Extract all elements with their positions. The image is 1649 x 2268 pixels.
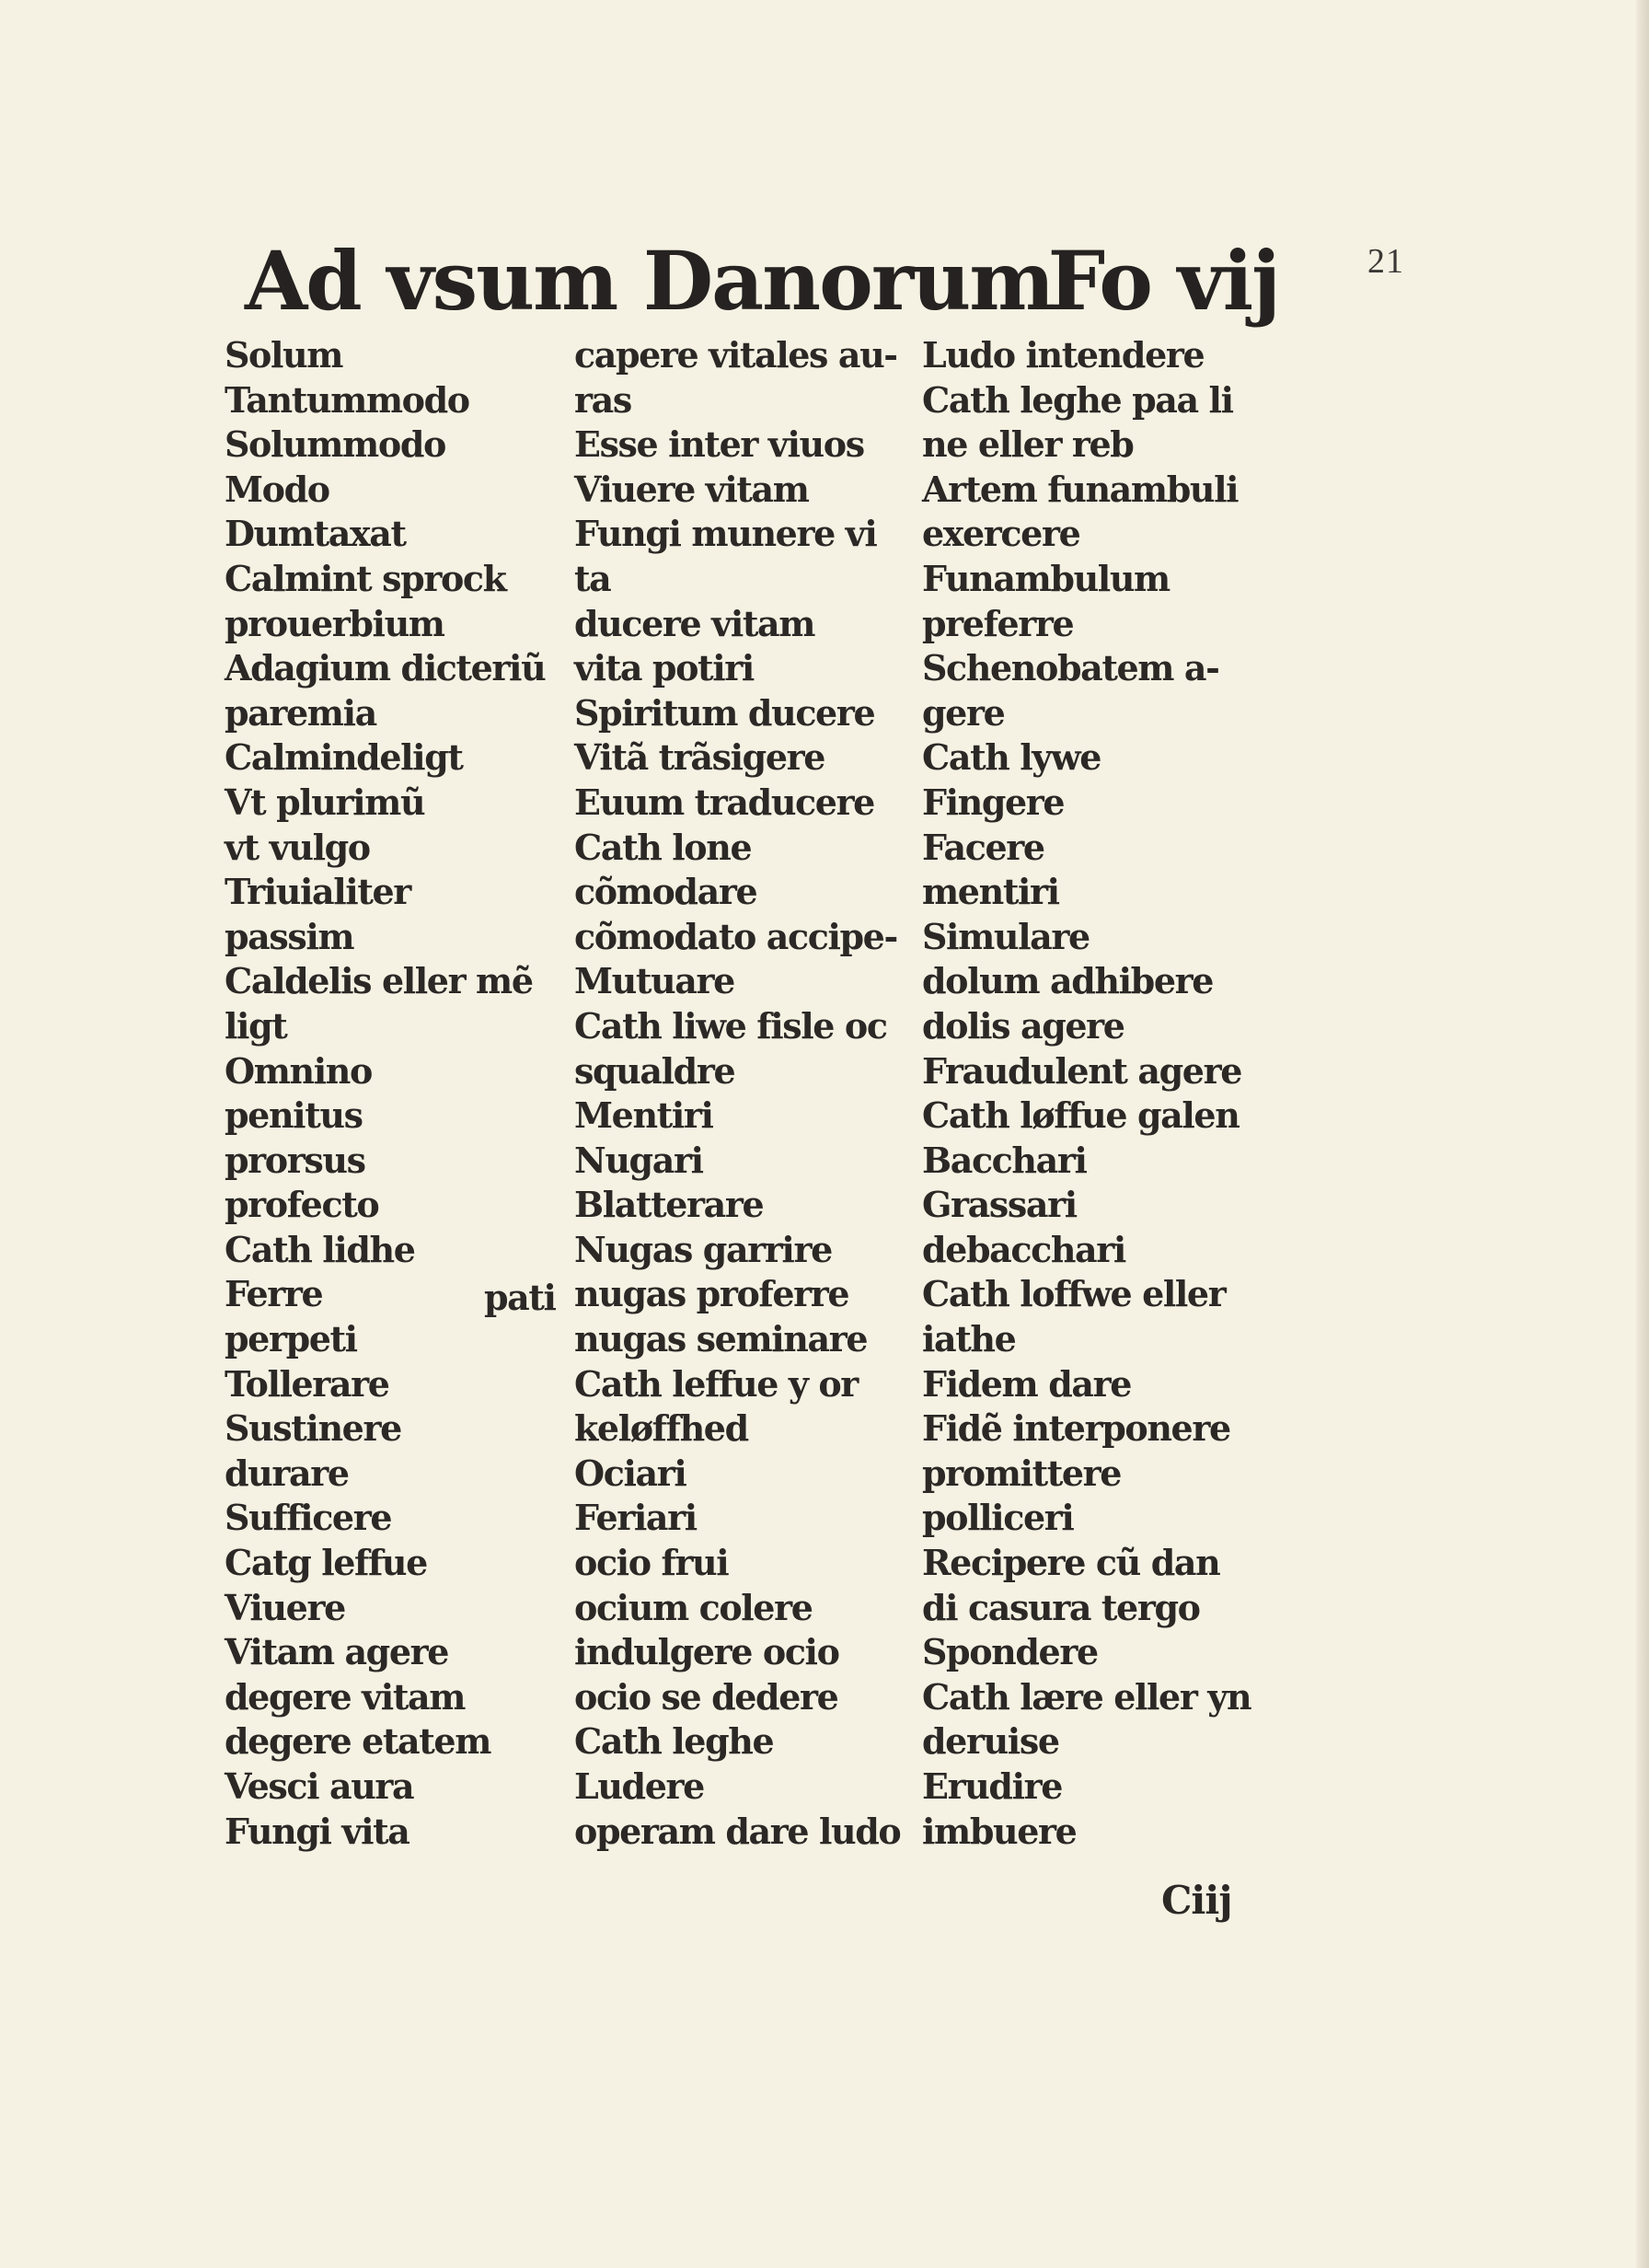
text-line: Calmindeligt (225, 736, 463, 779)
text-line: Cath leghe paa li (922, 378, 1233, 421)
text-line: preferre (922, 602, 1074, 644)
text-line: Catg leffue (225, 1542, 427, 1584)
text-line: promittere (922, 1452, 1122, 1494)
text-line: Vitam agere (225, 1631, 449, 1673)
text-line: profecto (225, 1184, 379, 1226)
text-line: Modo (225, 468, 329, 510)
text-line: debacchari (922, 1228, 1125, 1270)
text-line: Simulare (922, 915, 1090, 957)
text-line: Adagium dicteriũ (225, 647, 546, 689)
text-line: Triuialiter (225, 871, 410, 913)
text-line: Fraudulent agere (922, 1049, 1241, 1092)
page-edge (1636, 0, 1649, 2268)
text-line: Tantummodo (225, 378, 469, 421)
text-line: Ludere (574, 1765, 704, 1807)
text-line: Vt plurimũ (225, 781, 425, 823)
text-line: Mentiri (574, 1094, 713, 1137)
text-line: Solum (225, 334, 343, 376)
text-line: passim (225, 915, 354, 957)
text-line: degere etatem (225, 1720, 491, 1763)
text-line: Euum traducere (574, 781, 874, 823)
text-line: capere vitales au- (574, 334, 897, 376)
text-line: nugas proferre (574, 1273, 849, 1315)
text-line: ocium colere (574, 1586, 813, 1628)
text-line: di casura tergo (922, 1586, 1200, 1628)
text-line: Omnino (225, 1049, 372, 1092)
text-line: Cath lidhe (225, 1228, 415, 1270)
text-line: ocio frui (574, 1542, 729, 1584)
text-line: Funambulum (922, 557, 1170, 599)
text-line: Viuere vitam (574, 468, 809, 510)
text-line: mentiri (922, 871, 1059, 913)
marginal-word: pati (484, 1277, 556, 1318)
text-line: ne eller reb (922, 423, 1134, 466)
text-line: durare (225, 1452, 349, 1494)
text-line: Fingere (922, 781, 1065, 823)
text-line: squaldre (574, 1049, 735, 1092)
text-line: Ociari (574, 1452, 686, 1494)
text-line: Spondere (922, 1631, 1098, 1673)
text-line: polliceri (922, 1497, 1074, 1539)
text-line: Dumtaxat (225, 513, 406, 555)
text-line: Blatterare (574, 1184, 764, 1226)
text-line: ocio se dedere (574, 1675, 838, 1718)
text-line: ducere vitam (574, 602, 815, 644)
text-line: Cath løffue galen (922, 1094, 1240, 1137)
text-line: vita potiri (574, 647, 754, 689)
text-line: Grassari (922, 1184, 1077, 1226)
text-line: vt vulgo (225, 826, 370, 868)
running-head-title: Ad vsum Danorum (245, 233, 1054, 329)
text-line: Caldelis eller mẽ (225, 960, 533, 1002)
text-line: Mutuare (574, 960, 734, 1002)
text-line: paremia (225, 691, 376, 734)
text-line: Feriari (574, 1497, 697, 1539)
text-line: cõmodato accipe- (574, 915, 897, 957)
text-line: Fidem dare (922, 1362, 1131, 1405)
text-line: Cath lone (574, 826, 752, 868)
text-line: Nugas garrire (574, 1228, 832, 1270)
text-column-1 (225, 333, 578, 1854)
text-line: Schenobatem a- (922, 647, 1219, 689)
running-head (245, 230, 1279, 331)
text-line: degere vitam (225, 1675, 466, 1718)
text-line: Tollerare (225, 1362, 389, 1405)
text-line: penitus (225, 1094, 363, 1137)
text-line: ta (574, 557, 611, 599)
text-line: Cath liwe fisle oc (574, 1004, 887, 1047)
text-line: Ferre (225, 1273, 323, 1315)
text-line: cõmodare (574, 871, 757, 913)
text-line: Nugari (574, 1139, 703, 1181)
text-line: exercere (922, 513, 1080, 555)
text-line: Ludo intendere (922, 334, 1205, 376)
text-line: prorsus (225, 1139, 365, 1181)
text-column-2 (574, 333, 933, 1854)
text-line: Cath leghe (574, 1720, 774, 1763)
text-line: gere (922, 691, 1005, 734)
text-line: Cath leffue y or (574, 1362, 858, 1405)
text-line: perpeti (225, 1318, 357, 1360)
page-number: 21 (1367, 242, 1404, 281)
text-line: Fungi vita (225, 1810, 409, 1852)
text-line: Sufficere (225, 1497, 392, 1539)
folio-number: Fo vij (1047, 233, 1279, 329)
text-line: prouerbium (225, 602, 444, 644)
text-line: deruise (922, 1720, 1059, 1763)
text-line: Solummodo (225, 423, 445, 466)
text-line: Viuere (225, 1586, 345, 1628)
text-line: Vitã trãsigere (574, 736, 825, 779)
text-line: dolum adhibere (922, 960, 1214, 1002)
text-line: ligt (225, 1004, 287, 1047)
text-line: Sustinere (225, 1407, 401, 1450)
text-line: indulgere ocio (574, 1631, 839, 1673)
text-line: nugas seminare (574, 1318, 868, 1360)
text-line: Cath loffwe eller (922, 1273, 1226, 1315)
text-line: Fidẽ interponere (922, 1407, 1230, 1450)
text-line: Esse inter viuos (574, 423, 864, 466)
text-line: ras (574, 378, 631, 421)
text-line: Fungi munere vi (574, 513, 877, 555)
text-line: Bacchari (922, 1139, 1087, 1181)
signature-mark: Ciij (1161, 1878, 1232, 1923)
text-column-3 (922, 333, 1309, 1854)
text-line: imbuere (922, 1810, 1077, 1852)
text-line: keløffhed (574, 1407, 748, 1450)
text-line: Cath lywe (922, 736, 1101, 779)
text-line: Facere (922, 826, 1044, 868)
text-line: Artem funambuli (922, 468, 1239, 510)
text-line: Vesci aura (225, 1765, 414, 1807)
text-line: Recipere cũ dan (922, 1542, 1220, 1584)
text-line: Cath lære eller yn (922, 1675, 1251, 1718)
text-line: Calmint sprock (225, 557, 506, 599)
text-line: dolis agere (922, 1004, 1124, 1047)
text-line: Spiritum ducere (574, 691, 875, 734)
text-line: operam dare ludo (574, 1810, 901, 1852)
text-line: Erudire (922, 1765, 1063, 1807)
text-line: iathe (922, 1318, 1016, 1360)
